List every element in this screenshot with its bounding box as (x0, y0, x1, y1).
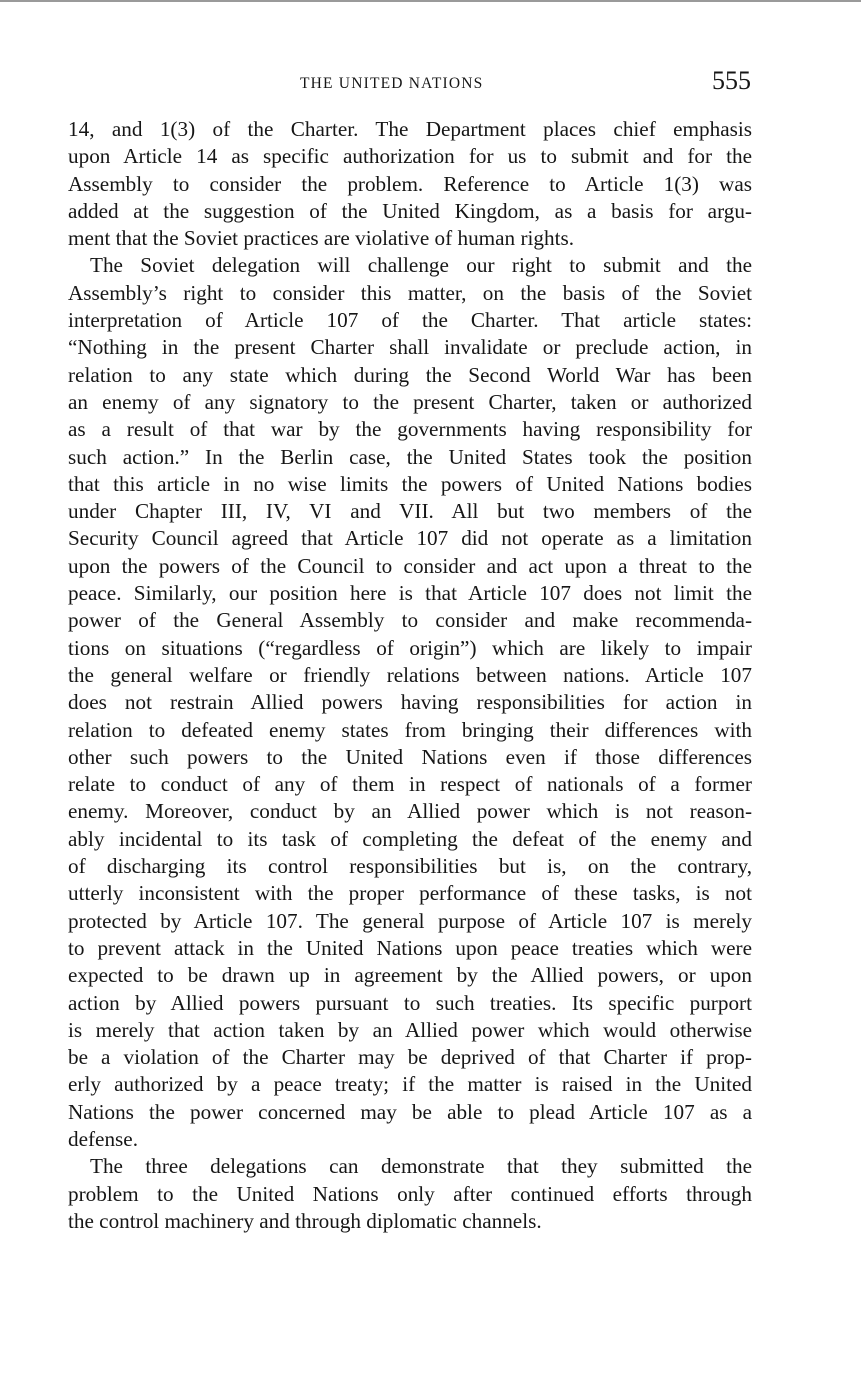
text-line: power of the General Assembly to consider and make recommenda- (68, 608, 752, 633)
text-line: such action.” In the Berlin case, the United States took the position (68, 444, 752, 469)
paragraph-1 (68, 116, 752, 252)
text-line: the general welfare or friendly relations between nations. Article 107 (68, 662, 752, 687)
text-line: The Soviet delegation will challenge our right to submit and the (90, 253, 752, 278)
text-line: does not restrain Allied powers having responsibilities for action in (68, 690, 752, 715)
text-line: relation to any state which during the Second World War has been (68, 362, 752, 387)
text-line: interpretation of Article 107 of the Charter. That article states: (68, 308, 752, 333)
text-line: relate to conduct of any of them in respect of nationals of a former (68, 772, 752, 797)
text-line: under Chapter III, IV, VI and VII. All but two members of the (68, 499, 752, 524)
page-top-edge (0, 0, 861, 2)
text-line: tions on situations (“regardless of origin”) which are likely to impair (68, 635, 752, 660)
text-line: the control machinery and through diplomatic channels. (68, 1208, 542, 1233)
text-line: upon Article 14 as specific authorization for us to submit and for the (68, 144, 752, 169)
text-line: is merely that action taken by an Allied power which would otherwise (68, 1017, 752, 1042)
text-line: Security Council agreed that Article 107 did not operate as a limitation (68, 526, 752, 551)
text-line: an enemy of any signatory to the present Charter, taken or authorized (68, 389, 752, 414)
text-line: Assembly’s right to consider this matter, on the basis of the Soviet (68, 280, 752, 305)
text-line: protected by Article 107. The general purpose of Article 107 is merely (68, 908, 752, 933)
text-line: upon the powers of the Council to consider and act upon a threat to the (68, 553, 752, 578)
text-line: 14, and 1(3) of the Charter. The Department places chief emphasis (68, 117, 752, 141)
paragraph-2 (68, 252, 752, 1153)
text-line: defense. (68, 1126, 138, 1151)
text-line: Nations the power concerned may be able to plead Article 107 as a (68, 1099, 752, 1124)
text-line: as a result of that war by the governments having responsibility for (68, 417, 752, 442)
running-title: THE UNITED NATIONS (300, 75, 484, 92)
text-line: that this article in no wise limits the powers of United Nations bodies (68, 471, 752, 496)
text-line: problem to the United Nations only after continued efforts through (68, 1181, 752, 1206)
text-line: ment that the Soviet practices are violative of human rights. (68, 226, 574, 251)
text-line: be a violation of the Charter may be deprived of that Charter if prop- (68, 1045, 752, 1070)
text-line: utterly inconsistent with the proper performance of these tasks, is not (68, 881, 752, 906)
text-line: ably incidental to its task of completing the defeat of the enemy and (68, 826, 752, 851)
text-line: expected to be drawn up in agreement by the Allied powers, or upon (68, 963, 752, 988)
text-line: added at the suggestion of the United Kingdom, as a basis for argu- (68, 198, 752, 223)
body-text (68, 116, 752, 1235)
text-line: enemy. Moreover, conduct by an Allied power which is not reason- (68, 799, 752, 824)
text-line: relation to defeated enemy states from bringing their differences with (68, 717, 752, 742)
text-line: of discharging its control responsibilities but is, on the contrary, (68, 854, 752, 879)
running-head (0, 62, 861, 102)
text-line: peace. Similarly, our position here is that Article 107 does not limit the (68, 581, 752, 606)
text-line: to prevent attack in the United Nations upon peace treaties which were (68, 935, 752, 960)
text-line: “Nothing in the present Charter shall invalidate or preclude action, in (68, 335, 752, 360)
text-line: erly authorized by a peace treaty; if the matter is raised in the United (68, 1072, 752, 1097)
text-line: Assembly to consider the problem. Reference to Article 1(3) was (68, 171, 752, 196)
text-line: The three delegations can demonstrate that they submitted the (90, 1154, 752, 1179)
text-line: action by Allied powers pursuant to such treaties. Its specific purport (68, 990, 752, 1015)
text-line: other such powers to the United Nations even if those differences (68, 744, 752, 769)
paragraph-3 (68, 1153, 752, 1235)
page-number: 555 (712, 66, 751, 95)
